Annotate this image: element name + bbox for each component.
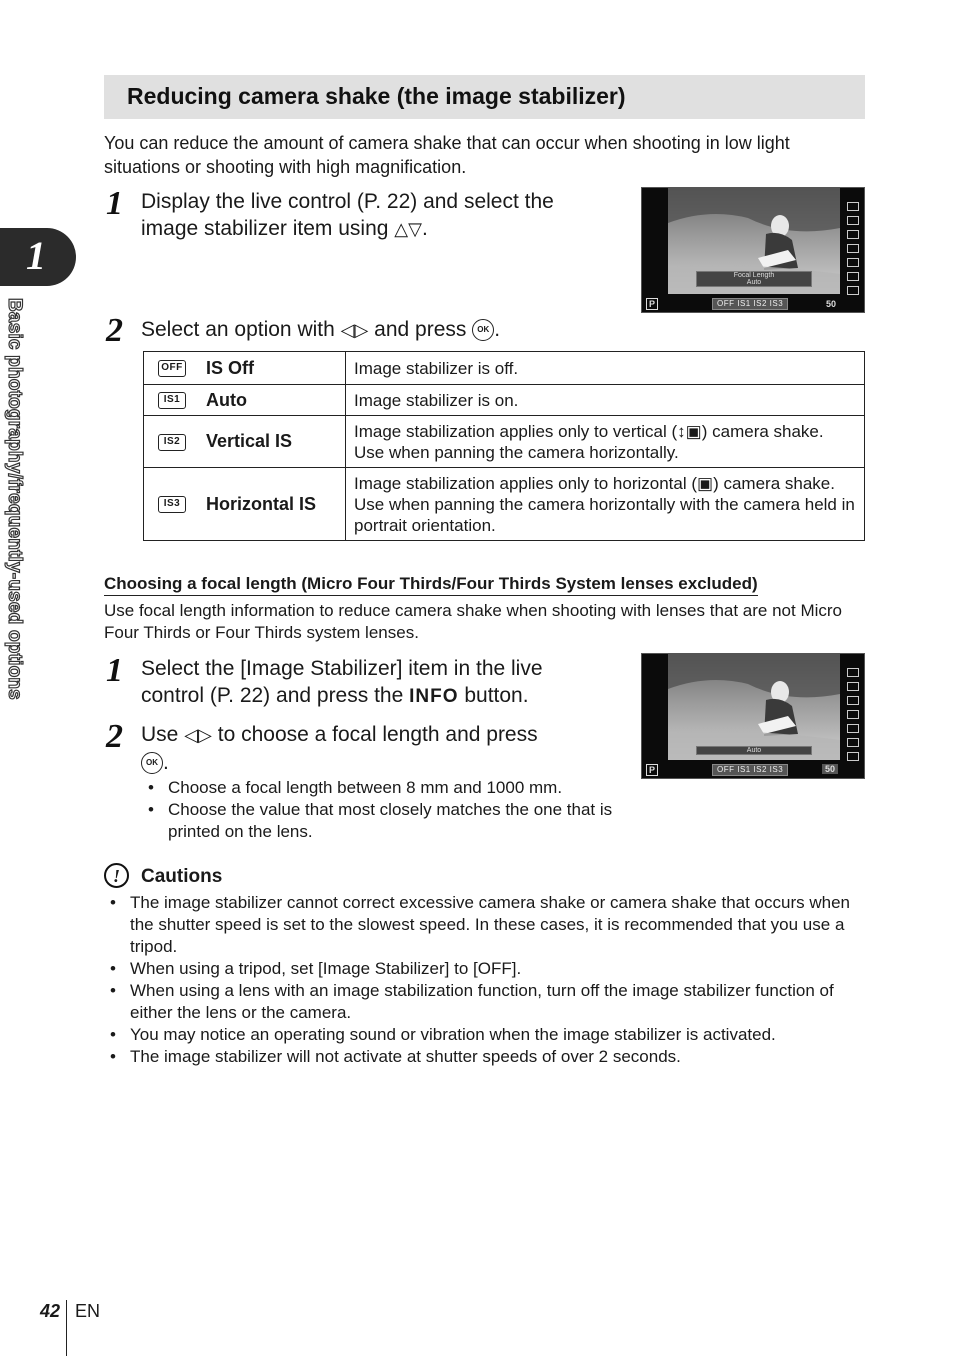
focal-step-1-text [141, 655, 611, 710]
ok-button-icon: OK [141, 752, 163, 774]
wb-icon [847, 682, 859, 691]
list-item: • When using a lens with an image stabilization function, turn off the image stabilizer function of either the lens or the camera. [106, 980, 866, 1024]
focal-step-1-line-b: control (P. 22) and press the [141, 684, 404, 707]
list-item: • You may notice an operating sound or vibration when the image stabilizer is activated. [106, 1024, 866, 1046]
table-row [144, 468, 865, 541]
flash-icon [847, 752, 859, 761]
focal-step-2-line-a: Use [141, 723, 179, 746]
option-name: Horizontal IS [206, 493, 317, 514]
auto-label: Auto [746, 747, 762, 754]
focal-step-2-line-b: to choose a focal length and press [217, 723, 538, 746]
live-control-screen-2 [641, 653, 865, 779]
is-options-bar: OFF IS1 IS2 IS3 [712, 298, 788, 310]
desc-part-b: ) camera shake. Use when panning the camera horizontally. [354, 421, 824, 462]
table-row [144, 416, 865, 468]
metering-icon [847, 272, 859, 281]
list-item: • When using a tripod, set [Image Stabilizer] to [OFF]. [106, 958, 866, 980]
sample-photo [668, 654, 840, 760]
cautions-title: Cautions [141, 866, 223, 887]
wb-icon [847, 216, 859, 225]
is-options-bar: OFF IS1 IS2 IS3 [712, 764, 788, 776]
page-number: 42 [40, 1301, 61, 1321]
chapter-number: 1 [26, 233, 46, 278]
focal-step-1-line-a: Select the [Image Stabilizer] item in the live [141, 657, 543, 680]
step-2-period: . [494, 318, 501, 341]
list-item: • Choose a focal length between 8 mm and 1000 mm. [144, 777, 624, 799]
is-options-table [143, 351, 865, 541]
focal-step-2-text [141, 721, 611, 776]
mode-p-indicator: P [646, 764, 658, 776]
auto-popup [696, 746, 812, 755]
language-label: EN [75, 1301, 101, 1321]
option-desc-cell [346, 416, 865, 468]
caution-icon: ! [104, 863, 129, 888]
focal-intro: Use focal length information to reduce camera shake when shooting with lenses that are not Micro Four Thirds or Four Thirds system lenses. [104, 601, 843, 642]
drive-icon [847, 696, 859, 705]
focal-value: 50 [826, 299, 837, 309]
step-2-text [141, 316, 641, 344]
auto-label: Auto [746, 279, 762, 286]
intro-text: You can reduce the amount of camera shake that can occur when shooting in low light situations or shooting with high magnification. [104, 133, 790, 177]
drive-icon [847, 230, 859, 239]
step-2-line-a: Select an option with [141, 318, 335, 341]
focal-value: 50 [822, 764, 838, 774]
focal-length-popup [696, 271, 812, 287]
picture-mode-icon [847, 710, 859, 719]
list-item: • Choose the value that most closely matches the one that is printed on the lens. [144, 799, 624, 843]
cautions-list [106, 892, 866, 1068]
focal-step-2-period: . [163, 751, 169, 774]
footer-divider [66, 1300, 67, 1356]
option-desc-cell [346, 468, 865, 541]
option-name-cell [144, 352, 346, 385]
quality-icon [847, 258, 859, 267]
step-1-text [141, 188, 611, 243]
step-1-line-b: image stabilizer item using [141, 217, 389, 240]
table-row [144, 352, 865, 385]
is-icon [847, 668, 859, 677]
option-name-cell [144, 468, 346, 541]
focal-step-1-number: 1 [106, 652, 123, 689]
step-1-line-a: Display the live control (P. 22) and select the [141, 190, 554, 213]
up-down-arrows-icon: △▽ [394, 219, 422, 239]
desc-part-a: Image stabilization applies only to vertical ( [354, 421, 678, 441]
chapter-side-title: Basic photography/frequently-used options [4, 298, 25, 700]
picture-mode-icon [847, 244, 859, 253]
desc-part-a: Image stabilization applies only to horizontal ( [354, 473, 698, 493]
vertical-camera-icon: ↕▣ [677, 421, 702, 441]
option-name-cell [144, 385, 346, 416]
focal-bullets [144, 777, 624, 843]
flash-icon [847, 286, 859, 295]
quality-icon [847, 724, 859, 733]
option-desc-cell: Image stabilizer is off. [346, 352, 865, 385]
live-control-screen-1 [641, 187, 865, 313]
desc-part-b: ) camera shake. Use when panning the camera horizontally with the camera held in portrait orientation. [354, 473, 855, 535]
list-item: • The image stabilizer will not activate at shutter speeds of over 2 seconds. [106, 1046, 866, 1068]
table-row [144, 385, 865, 416]
focal-length-heading: Choosing a focal length (Micro Four Thirds/Four Thirds System lenses excluded) [104, 573, 758, 596]
mode-p-indicator: P [646, 298, 658, 310]
horizontal-camera-icon: ▣ [697, 473, 714, 493]
is-off-icon: OFF [158, 360, 186, 377]
section-title: Reducing camera shake (the image stabilizer) [127, 83, 626, 109]
section-header [104, 75, 865, 119]
list-item: • The image stabilizer cannot correct excessive camera shake or camera shake that occurs when the shutter speed is set to the slowest speed. In these cases, it is recommended that you use a tripod. [106, 892, 866, 958]
left-right-arrows-icon: ◁▷ [184, 725, 212, 745]
left-right-arrows-icon: ◁▷ [340, 320, 369, 340]
option-desc-cell: Image stabilizer is on. [346, 385, 865, 416]
step-1-period: . [421, 217, 428, 240]
is-auto-icon: IS1 [158, 392, 186, 409]
focal-step-1-line-c: button. [464, 684, 529, 707]
option-name: IS Off [206, 357, 254, 378]
ok-button-icon: OK [472, 319, 494, 341]
step-2-line-b: and press [374, 318, 467, 341]
focal-step-2-number: 2 [106, 718, 123, 755]
info-button-label: INFO [409, 686, 459, 707]
is-horizontal-icon: IS3 [158, 496, 186, 513]
step-1-number: 1 [106, 185, 123, 222]
focal-length-label: Focal Length [733, 272, 775, 279]
option-name-cell [144, 416, 346, 468]
option-name: Auto [206, 389, 247, 410]
step-2-number: 2 [106, 312, 123, 349]
metering-icon [847, 738, 859, 747]
option-name: Vertical IS [206, 431, 293, 451]
is-icon [847, 202, 859, 211]
is-vertical-icon: IS2 [158, 434, 186, 451]
